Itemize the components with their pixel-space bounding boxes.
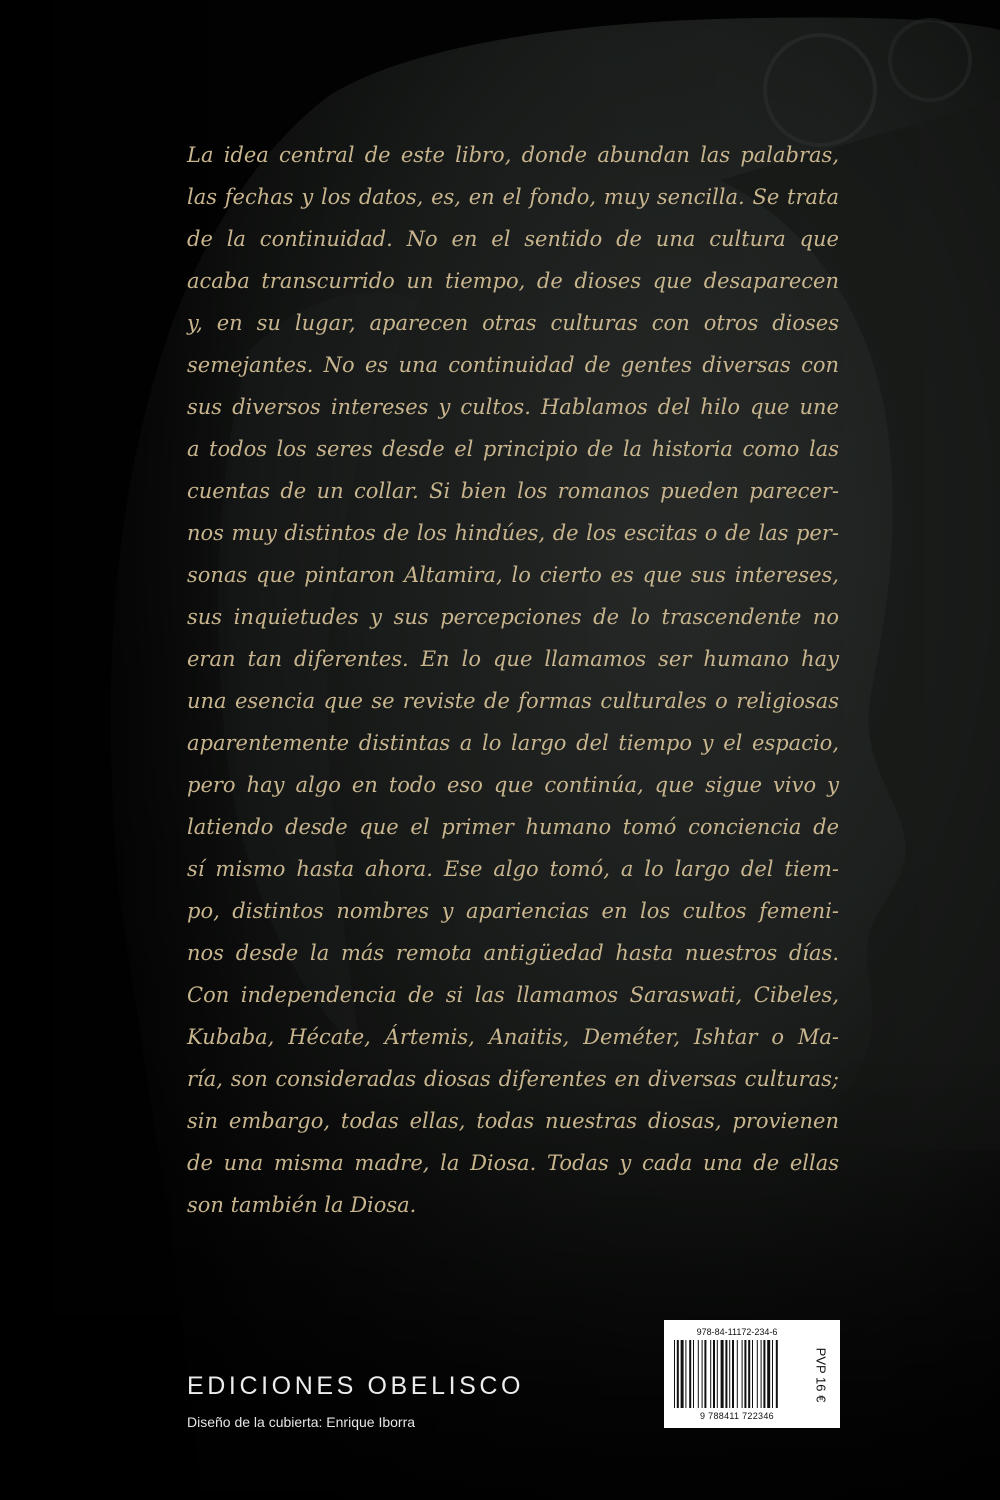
barcode-bar (685, 1340, 686, 1408)
blurb-line: Con independencia de si las llamamos Saraswati, Cibeles, (187, 983, 839, 1007)
blurb-line: sonas que pintaron Altamira, lo cierto es que sus intereses, (187, 563, 839, 587)
blurb-line: eran tan diferentes. En lo que llamamos ser humano hay (187, 647, 839, 671)
barcode-bar (729, 1340, 730, 1408)
barcode-bar (744, 1340, 746, 1408)
blurb-line: sí mismo hasta ahora. Ese algo tomó, a lo largo del tiem- (187, 857, 839, 881)
barcode-bar (704, 1340, 706, 1408)
blurb-line: La idea central de este libro, donde abundan las palabras, (187, 143, 839, 167)
barcode-bar (763, 1340, 765, 1408)
blurb-line: aparentemente distintas a lo largo del tiempo y el espacio, (187, 731, 839, 755)
blurb-line: latiendo desde que el primer humano tomó conciencia de (187, 815, 839, 839)
barcode-bar (732, 1340, 734, 1408)
blurb-line: sus inquietudes y sus percepciones de lo trascendente no (187, 605, 839, 629)
barcode-bar (681, 1340, 684, 1408)
blurb-line: pero hay algo en todo eso que continúa, que sigue vivo y (187, 773, 839, 797)
isbn-number: 978-84-11172-234-6 (696, 1327, 778, 1337)
barcode-bar (752, 1340, 753, 1408)
barcode-bar (725, 1340, 727, 1408)
blurb-line: nos desde la más remota antigüedad hasta nuestros días. (187, 941, 839, 965)
barcode-bar (776, 1340, 778, 1408)
barcode-digits: 9 788411 722346 (700, 1411, 774, 1421)
barcode-bar (737, 1340, 738, 1408)
blurb-line: Kubaba, Hécate, Ártemis, Anaitis, Deméter, Ishtar o Ma- (187, 1025, 839, 1049)
barcode-bar (693, 1340, 694, 1408)
publisher-name: EDICIONES OBELISCO (187, 1372, 525, 1400)
blurb-line: de la continuidad. No en el sentido de una cultura que (187, 227, 839, 251)
barcode-bar (702, 1340, 703, 1408)
blurb-line: sin embargo, todas ellas, todas nuestras diosas, provienen (187, 1109, 839, 1133)
barcode-bar (689, 1340, 691, 1408)
barcode-bar (748, 1340, 750, 1408)
blurb-line: po, distintos nombres y apariencias en los cultos femeni- (187, 899, 839, 923)
blurb-line: ría, son consideradas diosas diferentes en diversas culturas; (187, 1067, 839, 1091)
barcode-bar (698, 1340, 699, 1408)
blurb-line: de una misma madre, la Diosa. Todas y cada una de ellas (187, 1151, 839, 1175)
blurb-line: son también la Diosa. (187, 1193, 417, 1217)
barcode-bar (710, 1340, 711, 1408)
barcode-bar (721, 1340, 724, 1408)
blurb-line: acaba transcurrido un tiempo, de dioses que desaparecen (187, 269, 839, 293)
barcode-bar (713, 1340, 715, 1408)
blurb-line: las fechas y los datos, es, en el fondo, muy sencilla. Se trata (187, 185, 839, 209)
barcode-bar (677, 1340, 679, 1408)
blurb-line: sus diversos intereses y cultos. Hablamos del hilo que une (187, 395, 839, 419)
barcode-image (672, 1340, 802, 1408)
barcode-bar (674, 1340, 675, 1408)
price-text: PVP 16 € (813, 1347, 829, 1403)
blurb-line: semejantes. No es una continuidad de gentes diversas con (187, 353, 839, 377)
blurb-line: a todos los seres desde el principio de la historia como las (187, 437, 839, 461)
barcode-bar (767, 1340, 770, 1408)
blurb-line: cuentas de un collar. Si bien los romanos pueden parecer- (187, 479, 839, 503)
price-label (806, 1330, 836, 1420)
barcode-bar (761, 1340, 762, 1408)
barcode-bar (772, 1340, 773, 1408)
back-cover-blurb (187, 134, 839, 1226)
barcode-bar (717, 1340, 718, 1408)
blurb-line: una esencia que se reviste de formas culturales o religiosas (187, 689, 839, 713)
blurb-line: y, en su lugar, aparecen otras culturas con otros dioses (187, 311, 839, 335)
barcode-bar (757, 1340, 758, 1408)
isbn-barcode-label (664, 1320, 840, 1428)
cover-design-credit: Diseño de la cubierta: Enrique Iborra (187, 1414, 416, 1430)
blurb-line: nos muy distintos de los hindúes, de los escitas o de las per- (187, 521, 839, 545)
barcode-bar (742, 1340, 743, 1408)
